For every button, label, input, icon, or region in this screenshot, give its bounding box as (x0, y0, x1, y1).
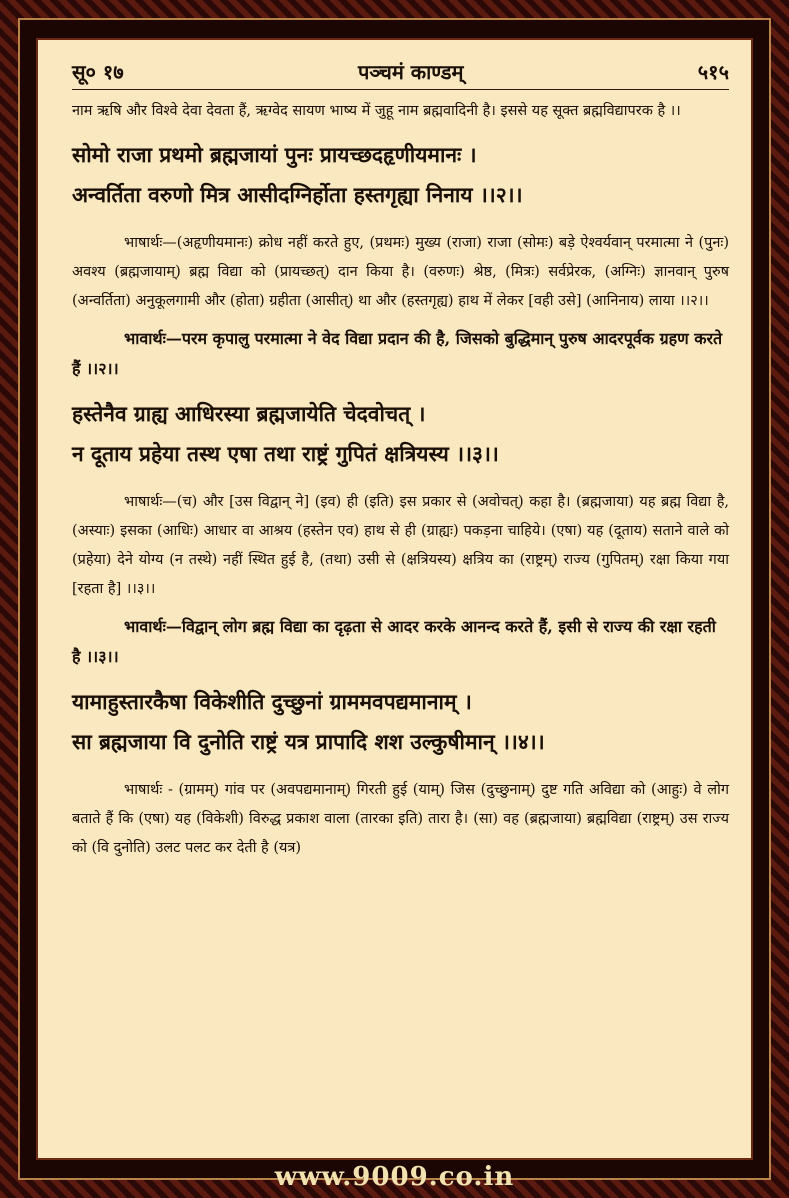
intro-paragraph: नाम ऋषि और विश्वे देवा देवता हैं, ऋग्वेद सायण भाष्य में जुहू नाम ब्रह्मवादिनी है। इससे यह सूक्त ब्रह्मविद्यापरक है ।। (72, 103, 681, 119)
mantra-line: सा ब्रह्मजाया वि दुनोति राष्ट्रं यत्र प्रापादि शश उल्कुषीमान् ।।४।। (72, 729, 545, 754)
translation-3: भाषार्थः—(च) और [उस विद्वान् ने] (इव) ही (इति) इस प्रकार से (अवोचत्) कहा है। (ब्रह्मजाया) यह ब्रह्म विद्या है, (अस्याः) इसका (आधिः) आधार वा आश्रय (हस्तेन एव) हाथ से ही (ग्राह्यः) पकड़ना चाहिये। (एषा) यह (दूताय) सताने वाले को (प्रहेया) देने योग्य (न तस्थे) नहीं स्थित हुई है, (तथा) उसी से (क्षत्रियस्य) क्षत्रिय का (राष्ट्रम्) राज्य (गुपितम्) रक्षा किया गया [रहता है] ।।३।। (72, 494, 729, 597)
page-header (72, 58, 729, 90)
translation-2: भाषार्थः—(अहृणीयमानः) क्रोध नहीं करते हुए, (प्रथमः) मुख्य (राजा) राजा (सोमः) बड़े ऐश्वर्यवान् परमात्मा ने (पुनः) अवश्य (ब्रह्मजायाम्) ब्रह्म विद्या को (प्रायच्छत्) दान किया है। (वरुणः) श्रेष्ठ, (मित्रः) सर्वप्रेरक, (अग्निः) ज्ञानवान् पुरुष (अन्वर्तिता) अनुकूलगामी और (होता) ग्रहीता (आसीत्) था और (हस्तगृह्य) हाथ में लेकर [वही उसे] (आनिनाय) लाया ।।२।। (72, 235, 729, 309)
mantra-line: न दूताय प्रहेया तस्थ एषा तथा राष्ट्रं गुपितं क्षत्रियस्य ।।३।। (72, 441, 499, 466)
book-page (36, 38, 753, 1160)
mantra-2 (72, 135, 729, 215)
bhavarth-2: भावार्थः—परम कृपालु परमात्मा ने वेद विद्या प्रदान की है, जिसको बुद्धिमान् पुरुष आदरपूर्वक ग्रहण करते हैं ।।२।। (72, 329, 723, 378)
mantra-4 (72, 682, 729, 762)
mantra-line: हस्तेनैव ग्राह्य आधिरस्या ब्रह्मजायेति चेदवोचत् । (72, 401, 426, 426)
mantra-line: सोमो राजा प्रथमो ब्रह्मजायां पुनः प्रायच्छदहृणीयमानः । (72, 142, 477, 167)
translation-4: भाषार्थः - (ग्रामम्) गांव पर (अवपद्यमानाम्) गिरती हुई (याम्) जिस (दुच्छुनाम्) दुष्ट गति अविद्या को (आहुः) वे लोग बताते हैं कि (एषा) यह (विकेशी) विरुद्ध प्रकाश वाला (तारका इति) तारा है। (सा) वह (ब्रह्मजाया) ब्रह्मविद्या (राष्ट्रम्) उस राज्य को (वि दुनोति) उलट पलट कर देती है (यत्र) (72, 782, 730, 856)
page-number: ५१५ (697, 60, 729, 84)
mantra-line: यामाहुस्तारकैषा विकेशीति दुच्छुनां ग्राममवपद्यमानाम् । (72, 689, 472, 714)
sukta-number: सू० १७ (72, 60, 124, 84)
mantra-line: अन्वर्तिता वरुणो मित्र आसीदग्निर्होता हस्तगृह्या निनाय ।।२।। (72, 182, 523, 207)
mantra-3 (72, 394, 729, 474)
kanda-title: पञ्चमं काण्डम् (358, 60, 464, 84)
bhavarth-3: भावार्थः—विद्वान् लोग ब्रह्म विद्या का दृढ़ता से आदर करके आनन्द करते हैं, इसी से राज्य की रक्षा रहती है ।।३।। (72, 617, 716, 666)
site-watermark: www.9009.co.in (274, 1162, 515, 1192)
